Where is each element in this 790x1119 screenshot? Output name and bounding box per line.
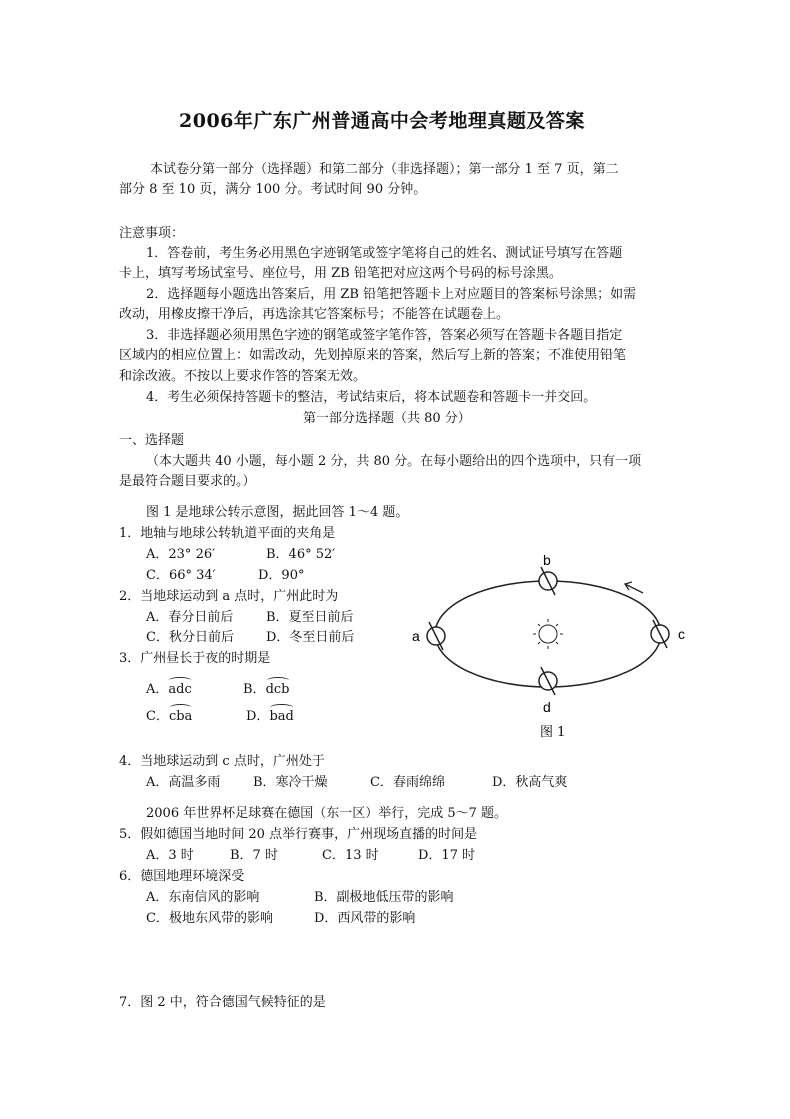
notes-heading: 注意事项： (119, 226, 185, 241)
option (246, 707, 294, 727)
section-heading: 一、选择题 (119, 433, 185, 448)
arc-label: bad (269, 707, 293, 727)
option: A．3 时 (146, 848, 194, 863)
option: B．副极地低压带的影响 (314, 890, 454, 905)
question-stem: 5．假如德国当地时间 20 点举行赛事，广州现场直播的时间是 (119, 827, 478, 842)
option: B．46° 52′ (266, 547, 336, 562)
note-line: 和涂改液。不按以上要求作答的答案无效。 (119, 369, 367, 384)
figure-caption: 图 1 (540, 725, 566, 740)
option: D．17 时 (418, 848, 476, 863)
group-intro: 2006 年世界杯足球赛在德国（东一区）举行，完成 5～7 题。 (146, 806, 508, 821)
note-line: 3．非选择题必须用黑色字迹的钢笔或签字笔作答，答案必须写在答题卡各题目指定 (146, 328, 623, 343)
section-desc: （本大题共 40 小题，每小题 2 分，共 80 分。在每小题给出的四个选项中，只有一项 (146, 454, 642, 469)
part-heading: 第一部分选择题（共 80 分） (303, 411, 471, 426)
arc-label: adc (168, 680, 191, 700)
option (243, 680, 290, 700)
option: D．西风带的影响 (314, 911, 416, 926)
option-label: B． (243, 682, 266, 697)
intro-line: 本试卷分第一部分（选择题）和第二部分（非选择题）；第一部分 1 至 7 页，第二 (150, 162, 619, 177)
question-stem: 6．德国地理环境深受 (119, 869, 245, 884)
intro-line: 部分 8 至 10 页，满分 100 分。考试时间 90 分钟。 (119, 182, 427, 197)
option: C．13 时 (322, 848, 379, 863)
option: B．夏至日前后 (266, 610, 354, 625)
section-desc: 是最符合题目要求的。） (119, 474, 256, 489)
earth-position-d (539, 667, 557, 695)
option (146, 707, 192, 727)
earth-position-c (651, 620, 669, 648)
option: C．春雨绵绵 (370, 775, 445, 790)
note-line: 2．选择题每小题选出答案后，用 ZB 铅笔把答题卡上对应题目的答案标号涂黑；如需 (146, 287, 637, 302)
figure-intro: 图 1 是地球公转示意图，据此回答 1～4 题。 (146, 505, 409, 520)
option: D．冬至日前后 (266, 630, 355, 645)
option: C．秋分日前后 (146, 630, 234, 645)
point-label-a: a (412, 628, 420, 644)
option-label: D． (246, 709, 270, 724)
option: A．高温多雨 (146, 775, 221, 790)
option: D．秋高气爽 (492, 775, 568, 790)
option: A．23° 26′ (146, 547, 216, 562)
question-stem: 7．图 2 中，符合德国气候特征的是 (119, 995, 326, 1010)
note-line: 卡上，填写考场试室号、座位号，用 ZB 铅笔把对应这两个号码的标号涂黑。 (119, 266, 562, 281)
arc-label: cba (169, 707, 192, 727)
option: C．66° 34′ (146, 568, 216, 583)
option-label: C． (146, 709, 169, 724)
note-line: 1．答卷前，考生务必用黑色字迹钢笔或签字笔将自己的姓名、测试证号填写在答题 (146, 246, 623, 261)
question-stem: 3．广州昼长于夜的时期是 (119, 651, 271, 666)
earth-position-b (539, 567, 557, 595)
option: B．7 时 (230, 848, 278, 863)
question-stem: 4．当地球运动到 c 点时，广州处于 (119, 754, 325, 769)
option-label: A． (146, 682, 169, 697)
note-line: 4．考生必须保持答题卡的整洁，考试结束后，将本试题卷和答题卡一并交回。 (146, 390, 597, 405)
option: C．极地东风带的影响 (146, 911, 273, 926)
point-label-d: d (543, 699, 551, 715)
page-title: 2006年广东广州普通高中会考地理真题及答案 (179, 110, 585, 132)
point-label-c: c (678, 626, 685, 642)
question-stem: 2．当地球运动到 a 点时，广州此时为 (119, 589, 339, 604)
question-stem: 1．地轴与地球公转轨道平面的夹角是 (119, 526, 336, 541)
option: D．90° (258, 568, 305, 583)
sun-icon (533, 619, 563, 649)
option (146, 680, 192, 700)
option: A．春分日前后 (146, 610, 234, 625)
point-label-b: b (543, 552, 551, 568)
arc-label: dcb (266, 680, 290, 700)
option: A．东南信风的影响 (146, 890, 260, 905)
orbit-direction-arrow-icon (625, 582, 643, 593)
orbit-ellipse (435, 581, 661, 687)
note-line: 区域内的相应位置上：如需改动，先划掉原来的答案，然后写上新的答案；不准使用铅笔 (119, 348, 627, 363)
note-line: 改动，用橡皮擦干净后，再选涂其它答案标号；不能答在试题卷上。 (119, 307, 510, 322)
option: B．寒冷干燥 (253, 775, 328, 790)
earth-orbit-diagram (400, 548, 700, 748)
